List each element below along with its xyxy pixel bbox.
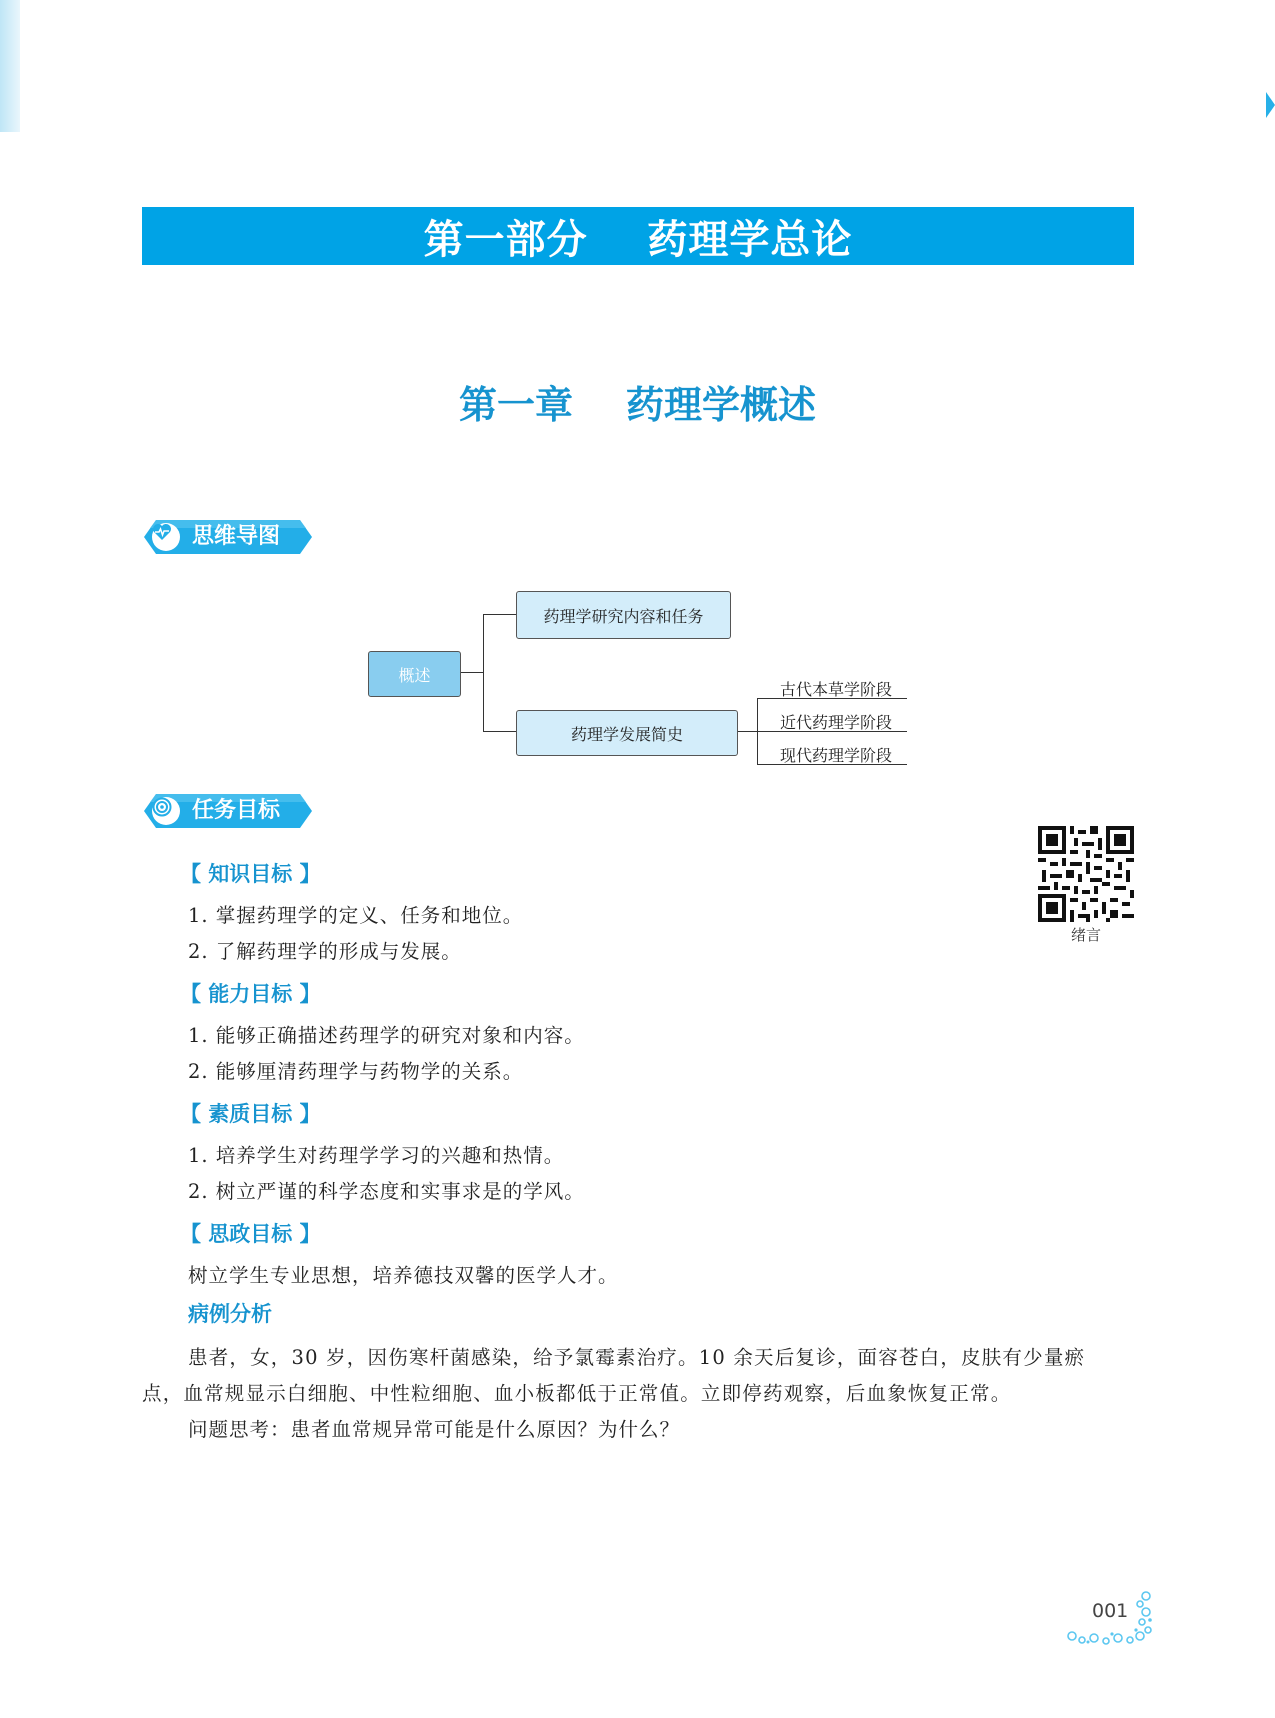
- mindmap-leaf: 现代药理学阶段: [780, 746, 893, 765]
- section-tag-mindmap: [142, 518, 314, 556]
- section-tag-objectives: [142, 792, 314, 830]
- mindmap-leaf: 近代药理学阶段: [780, 713, 893, 732]
- section-tag-label: 任务目标: [192, 798, 281, 823]
- target-icon: [152, 797, 180, 825]
- page-number-decoration: [1066, 1590, 1152, 1646]
- page-number: 001: [1092, 1600, 1129, 1622]
- objective-item: 1. 能够正确描述药理学的研究对象和内容。: [188, 1024, 585, 1047]
- mindmap-connector: [483, 614, 516, 615]
- mindmap-connector: [483, 731, 516, 732]
- case-text-line: 患者，女，30 岁，因伤寒杆菌感染，给予氯霉素治疗。10 余天后复诊，面容苍白，皮肤有少量瘀: [188, 1346, 1086, 1369]
- case-text-line: 问题思考：患者血常规异常可能是什么原因？为什么？: [188, 1418, 681, 1441]
- objective-item: 2. 能够厘清药理学与药物学的关系。: [188, 1060, 524, 1083]
- objective-item: 2. 了解药理学的形成与发展。: [188, 940, 462, 963]
- objective-heading: 【 思政目标 】: [180, 1222, 321, 1246]
- objective-item: 1. 培养学生对药理学学习的兴趣和热情。: [188, 1144, 565, 1167]
- mindmap-branch: 药理学发展简史: [516, 710, 738, 756]
- objective-heading: 【 知识目标 】: [180, 862, 321, 886]
- edge-arrow-decoration: [1266, 92, 1275, 118]
- part-title: 第一部分 药理学总论: [423, 216, 853, 263]
- part-banner: [142, 207, 1134, 265]
- mindmap-root: 概述: [368, 651, 461, 697]
- chapter-title: 第一章 药理学概述: [459, 382, 816, 427]
- objective-item: 树立学生专业思想，培养德技双馨的医学人才。: [188, 1264, 619, 1287]
- qr-code-image: [1038, 826, 1134, 922]
- section-tag-label: 思维导图: [192, 524, 281, 549]
- objective-heading: 【 素质目标 】: [180, 1102, 321, 1126]
- mindmap-branch: 药理学研究内容和任务: [516, 591, 731, 639]
- qr-label: 绪言: [1070, 926, 1101, 944]
- edge-tab-decoration: [0, 0, 20, 132]
- case-text-line: 点，血常规显示白细胞、中性粒细胞、血小板都低于正常值。立即停药观察，后血象恢复正常。: [142, 1382, 1012, 1405]
- objective-heading: 【 能力目标 】: [180, 982, 321, 1006]
- mindmap-leaf: 古代本草学阶段: [780, 680, 893, 699]
- mindmap-connector: [483, 614, 484, 732]
- qr-code[interactable]: [1038, 826, 1134, 926]
- objective-item: 1. 掌握药理学的定义、任务和地位。: [188, 904, 524, 927]
- mindmap-connector: [736, 731, 758, 732]
- case-heading: 病例分析: [188, 1302, 272, 1326]
- mindmap-connector: [459, 672, 483, 673]
- heart-pulse-icon: [152, 523, 180, 551]
- objective-item: 2. 树立严谨的科学态度和实事求是的学风。: [188, 1180, 585, 1203]
